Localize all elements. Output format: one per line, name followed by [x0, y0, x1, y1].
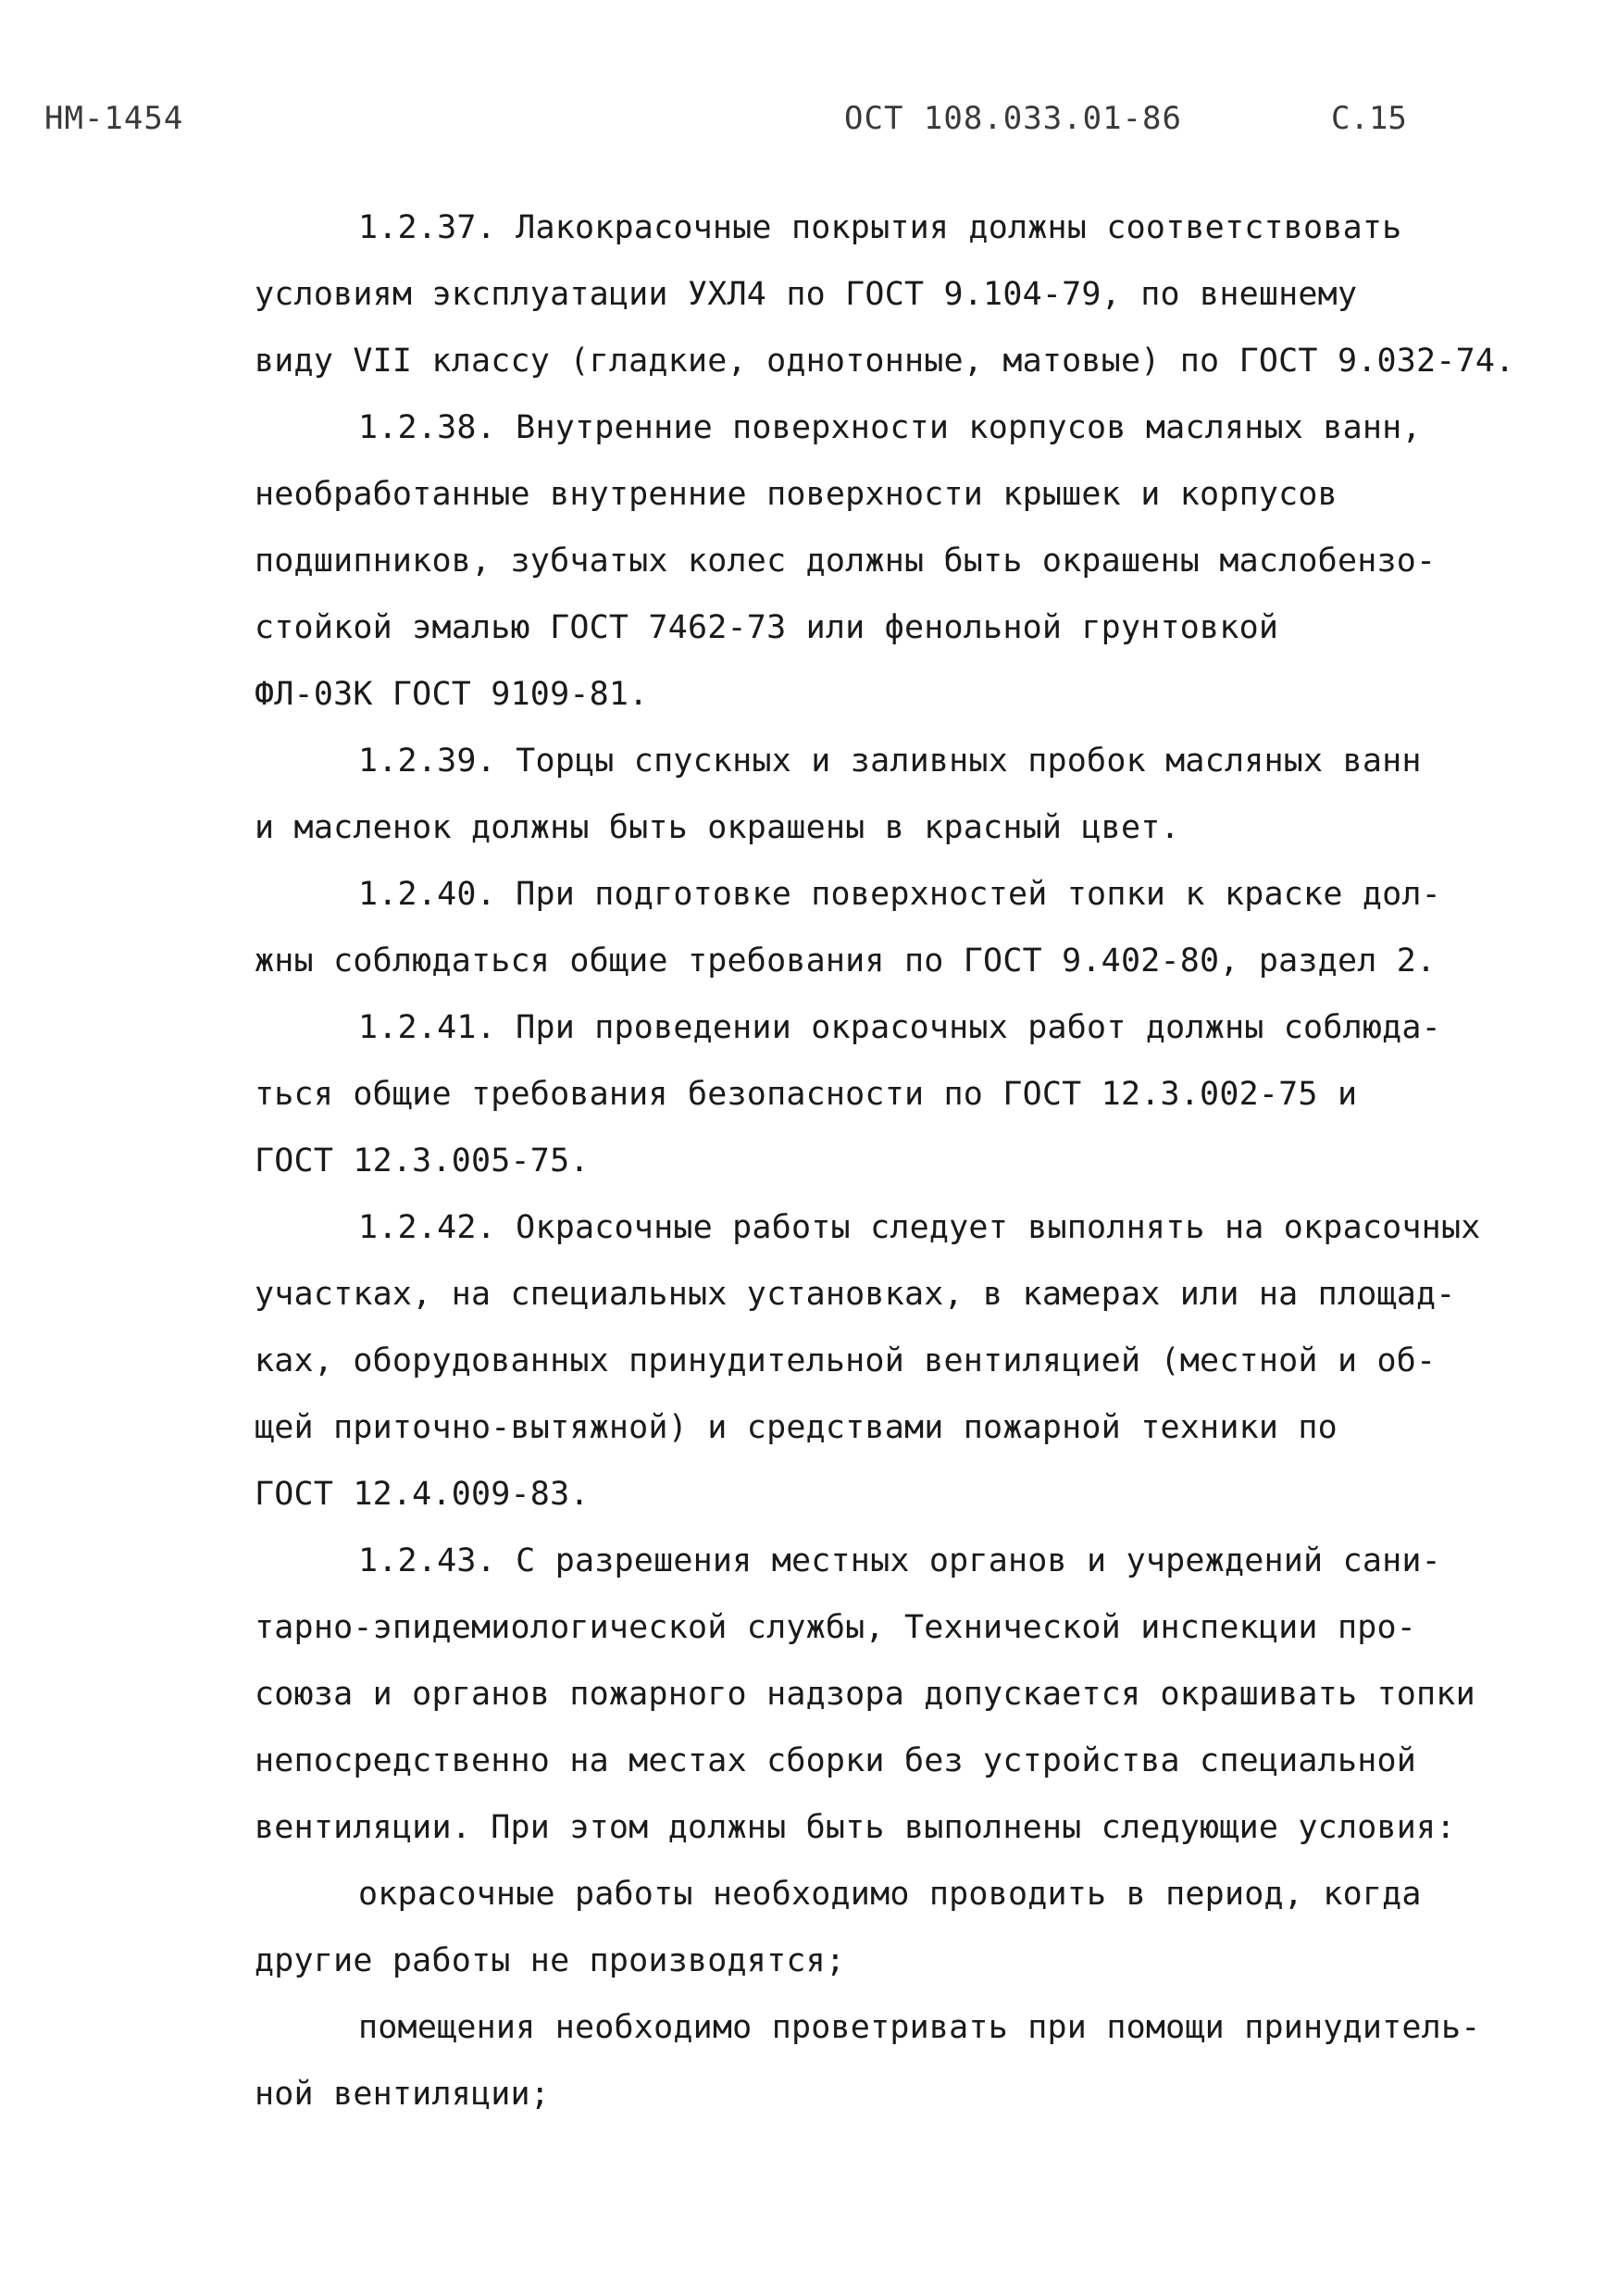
- header-page-number: С.15: [1331, 100, 1407, 137]
- header-document-number: НМ-1454: [44, 100, 184, 137]
- text-line: щей приточно-вытяжной) и средствами пожарной техники по: [255, 1409, 1338, 1446]
- text-line: другие работы не производятся;: [255, 1942, 846, 1979]
- text-line: необработанные внутренние поверхности крышек и корпусов: [255, 476, 1338, 513]
- text-line: 1.2.41. При проведении окрасочных работ должны соблюда-: [358, 1009, 1441, 1046]
- text-line: условиям эксплуатации УХЛ4 по ГОСТ 9.104-79, по внешнему: [255, 276, 1358, 313]
- text-line: ФЛ-03К ГОСТ 9109-81.: [255, 676, 649, 713]
- text-line: тарно-эпидемиологической службы, Технической инспекции про-: [255, 1609, 1417, 1646]
- text-line: ться общие требования безопасности по ГОСТ 12.3.002-75 и: [255, 1076, 1358, 1113]
- text-line: союза и органов пожарного надзора допускается окрашивать топки: [255, 1676, 1475, 1713]
- text-line: помещения необходимо проветривать при помощи принудитель-: [358, 2009, 1481, 2046]
- text-line: 1.2.38. Внутренние поверхности корпусов масляных ванн,: [358, 409, 1422, 446]
- text-line: стойкой эмалью ГОСТ 7462-73 или фенольной грунтовкой: [255, 609, 1279, 646]
- text-line: ках, оборудованных принудительной вентиляцией (местной и об-: [255, 1342, 1437, 1379]
- text-line: 1.2.42. Окрасочные работы следует выполнять на окрасочных: [358, 1209, 1481, 1246]
- text-line: 1.2.37. Лакокрасочные покрытия должны соответствовать: [358, 209, 1402, 246]
- text-line: виду VII классу (гладкие, однотонные, матовые) по ГОСТ 9.032-74.: [255, 343, 1515, 380]
- text-line: ГОСТ 12.4.009-83.: [255, 1476, 590, 1513]
- text-line: ной вентиляции;: [255, 2076, 551, 2113]
- text-line: 1.2.43. С разрешения местных органов и учреждений сани-: [358, 1542, 1441, 1579]
- text-line: и масленок должны быть окрашены в красный цвет.: [255, 809, 1180, 846]
- text-line: ГОСТ 12.3.005-75.: [255, 1142, 590, 1179]
- text-line: окрасочные работы необходимо проводить в период, когда: [358, 1876, 1422, 1913]
- text-line: вентиляции. При этом должны быть выполнены следующие условия:: [255, 1809, 1456, 1846]
- text-line: жны соблюдаться общие требования по ГОСТ 9.402-80, раздел 2.: [255, 942, 1437, 980]
- text-line: 1.2.39. Торцы спускных и заливных пробок масляных ванн: [358, 742, 1422, 780]
- text-line: подшипников, зубчатых колес должны быть окрашены маслобензо-: [255, 543, 1437, 580]
- body-text: [255, 194, 1587, 2128]
- text-line: непосредственно на местах сборки без устройства специальной: [255, 1742, 1417, 1779]
- text-line: участках, на специальных установках, в камерах или на площад-: [255, 1276, 1456, 1313]
- text-line: 1.2.40. При подготовке поверхностей топки к краске дол-: [358, 876, 1441, 913]
- header-standard-code: ОСТ 108.033.01-86: [844, 100, 1182, 137]
